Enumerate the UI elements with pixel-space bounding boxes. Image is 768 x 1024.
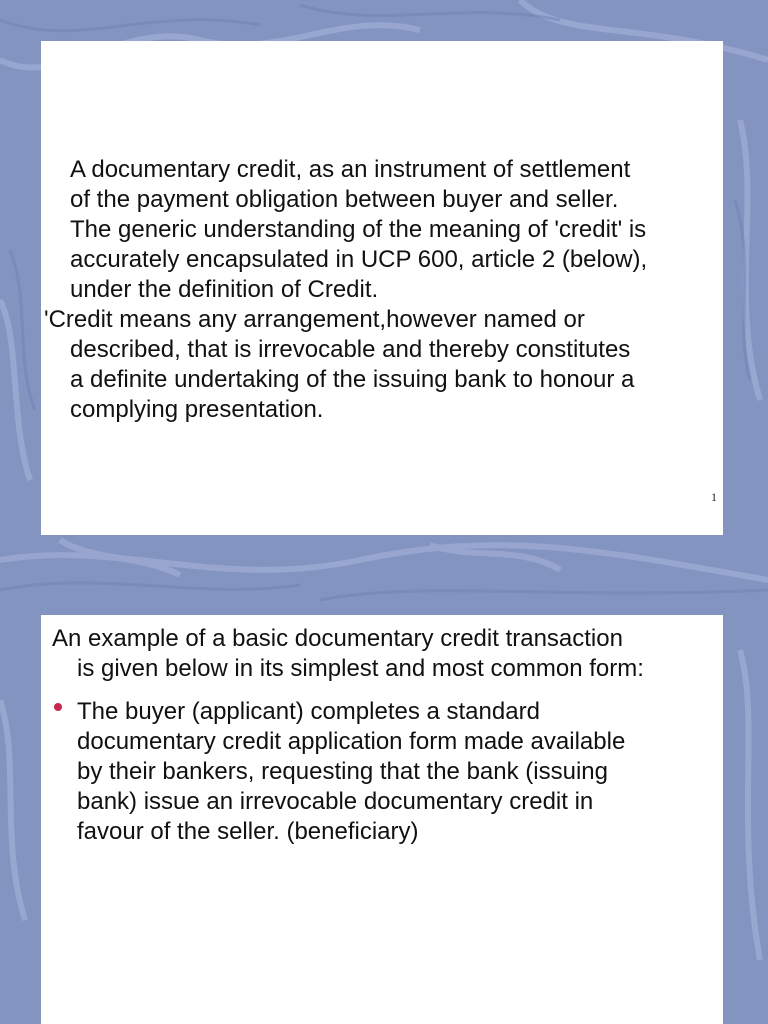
- slide2-bullet-line: favour of the seller. (beneficiary): [77, 818, 419, 845]
- slide1-line: complying presentation.: [70, 396, 324, 423]
- slide1-line: under the definition of Credit.: [70, 276, 379, 303]
- slide2-intro-line: An example of a basic documentary credit transaction: [52, 625, 623, 652]
- slide2-bullet-line: by their bankers, requesting that the bank (issuing: [77, 758, 608, 785]
- slide1-line: a definite undertaking of the issuing bank to honour a: [70, 366, 635, 393]
- slide1-line: described, that is irrevocable and thereby constitutes: [70, 336, 631, 363]
- slide1-line: of the payment obligation between buyer and seller.: [70, 186, 619, 213]
- slide-1: [41, 41, 723, 535]
- page-number: 1: [711, 490, 717, 504]
- slide1-line: 'Credit means any arrangement,however named or: [44, 306, 585, 333]
- bullet-icon: [54, 703, 62, 711]
- slide1-line: A documentary credit, as an instrument of settlement: [70, 156, 631, 183]
- slide1-line: accurately encapsulated in UCP 600, article 2 (below),: [70, 246, 648, 273]
- slide2-bullet-line: documentary credit application form made available: [77, 728, 626, 755]
- slide2-bullet-line: The buyer (applicant) completes a standard: [77, 698, 540, 725]
- slide1-line: The generic understanding of the meaning of 'credit' is: [70, 216, 647, 243]
- slide2-intro-line: is given below in its simplest and most common form:: [77, 655, 644, 682]
- slide-2: [41, 615, 723, 1024]
- slide2-bullet-line: bank) issue an irrevocable documentary credit in: [77, 788, 594, 815]
